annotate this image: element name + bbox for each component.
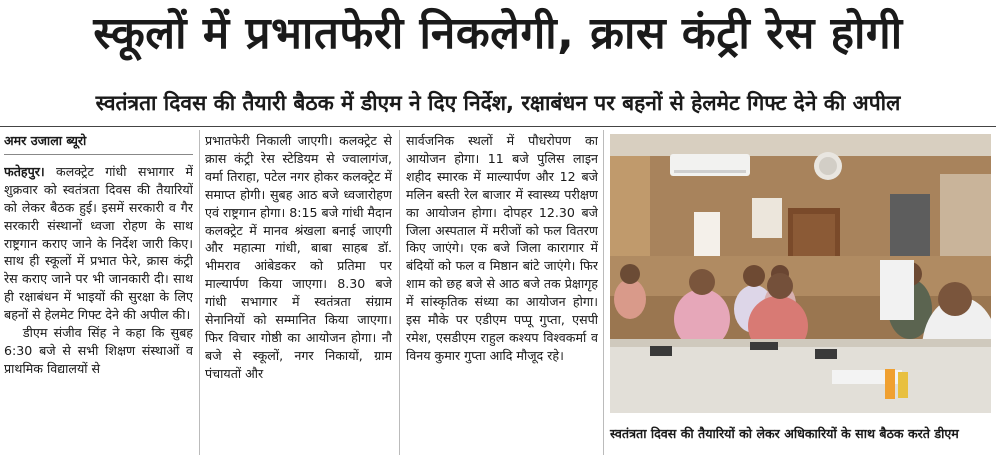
article-column-3 xyxy=(406,132,598,454)
subheadline: स्वतंत्रता दिवस की तैयारी बैठक में डीएम ने दिए निर्देश, रक्षाबंधन पर बहनों से हेलमेट गिफ्ट देने की अपील xyxy=(95,91,901,115)
article-paragraph: सार्वजनिक स्थलों में पौधरोपण का आयोजन होगा। 11 बजे पुलिस लाइन शहीद स्मारक में माल्यार्पण और 12 बजे मलिन बस्ती रेल बाजार में स्वास्थ्य परीक्षण का आयोजन होगा। दोपहर 12.30 बजे जिला अस्पताल में मरीजों को फल वितरण किए जाएंगे। एक बजे जिला कारागार में बंदियों को फल व मिष्ठान बांटे जाएंगे। फिर शाम को छह बजे से आठ बजे तक प्रेक्षागृह में सांस्कृतिक संध्या का आयोजन होगा। इस मौके पर एडीएम पप्पू गुप्ता, एसपी रमेश, एसडीएम राहुल कश्यप विश्वकर्मा व विनय कुमार गुप्ता आदि मौजूद रहे। xyxy=(406,133,598,363)
header-divider xyxy=(0,126,996,127)
column-divider xyxy=(199,130,200,455)
byline: अमर उजाला ब्यूरो xyxy=(4,132,193,155)
column-divider xyxy=(603,130,604,455)
paragraph-text: कलक्ट्रेट गांधी सभागार में शुक्रवार को स्वतंत्रता दिवस की तैयारियों को लेकर बैठक हुई। इसमें सरकारी व गैर सरकारी संस्थानों ध्वजा रोहण के साथ राष्ट्रगान कराए जाने के निर्देश जारी किए। साथ ही स्कूलों में प्रभात फेरे, क्रास कंट्री रेस कराए जाने पर भी जानकारी दी। साथ ही रक्षाबंधन में भाइयों की सुरक्षा के लिए बहनों से हेलमेट गिफ्ट देने की अपील की। xyxy=(4,163,193,323)
article-paragraph: प्रभातफेरी निकाली जाएगी। कलक्ट्रेट से क्रास कंट्री रेस स्टेडियम से ज्वालागंज, वर्मा तिराहा, पटेल नगर होकर कलक्ट्रेट में समाप्त होगी। सुबह आठ बजे ध्वजारोहण एवं राष्ट्रगान होगा। 8:15 बजे गांधी मैदान कलक्ट्रेट में मानव श्रंखला बनाई जाएगी और महात्मा गांधी, बाबा साहब डॉ. भीमराव आंबेडकर को प्रतिमा पर माल्यार्पण किया जाएगा। 8.30 बजे गांधी सभागार में स्वतंत्रता संग्राम सेनानियों को सम्मानित किया जाएगा। फिर विचार गोष्ठी का आयोजन होगा। नौ बजे से स्कूलों, नगर निकायों, ग्राम पंचायतों और xyxy=(205,133,392,381)
article-column-1 xyxy=(4,132,193,454)
photo-caption: स्वतंत्रता दिवस की तैयारियों को लेकर अधिकारियों के साथ बैठक करते डीएम xyxy=(610,426,959,441)
article-paragraph: डीएम संजीव सिंह ने कहा कि सुबह 6:30 बजे से सभी शिक्षण संस्थाओं व प्राथमिक विद्यालयों से xyxy=(4,325,193,376)
meeting-photo-illustration xyxy=(610,134,991,413)
meeting-photo xyxy=(610,134,991,413)
dateline: फतेहपुर। xyxy=(4,163,45,179)
column-divider xyxy=(399,130,400,455)
article-paragraph xyxy=(4,163,193,324)
headline: स्कूलों में प्रभातफेरी निकलेगी, क्रास कंट्री रेस होगी xyxy=(93,8,903,59)
article-column-2 xyxy=(205,132,392,454)
